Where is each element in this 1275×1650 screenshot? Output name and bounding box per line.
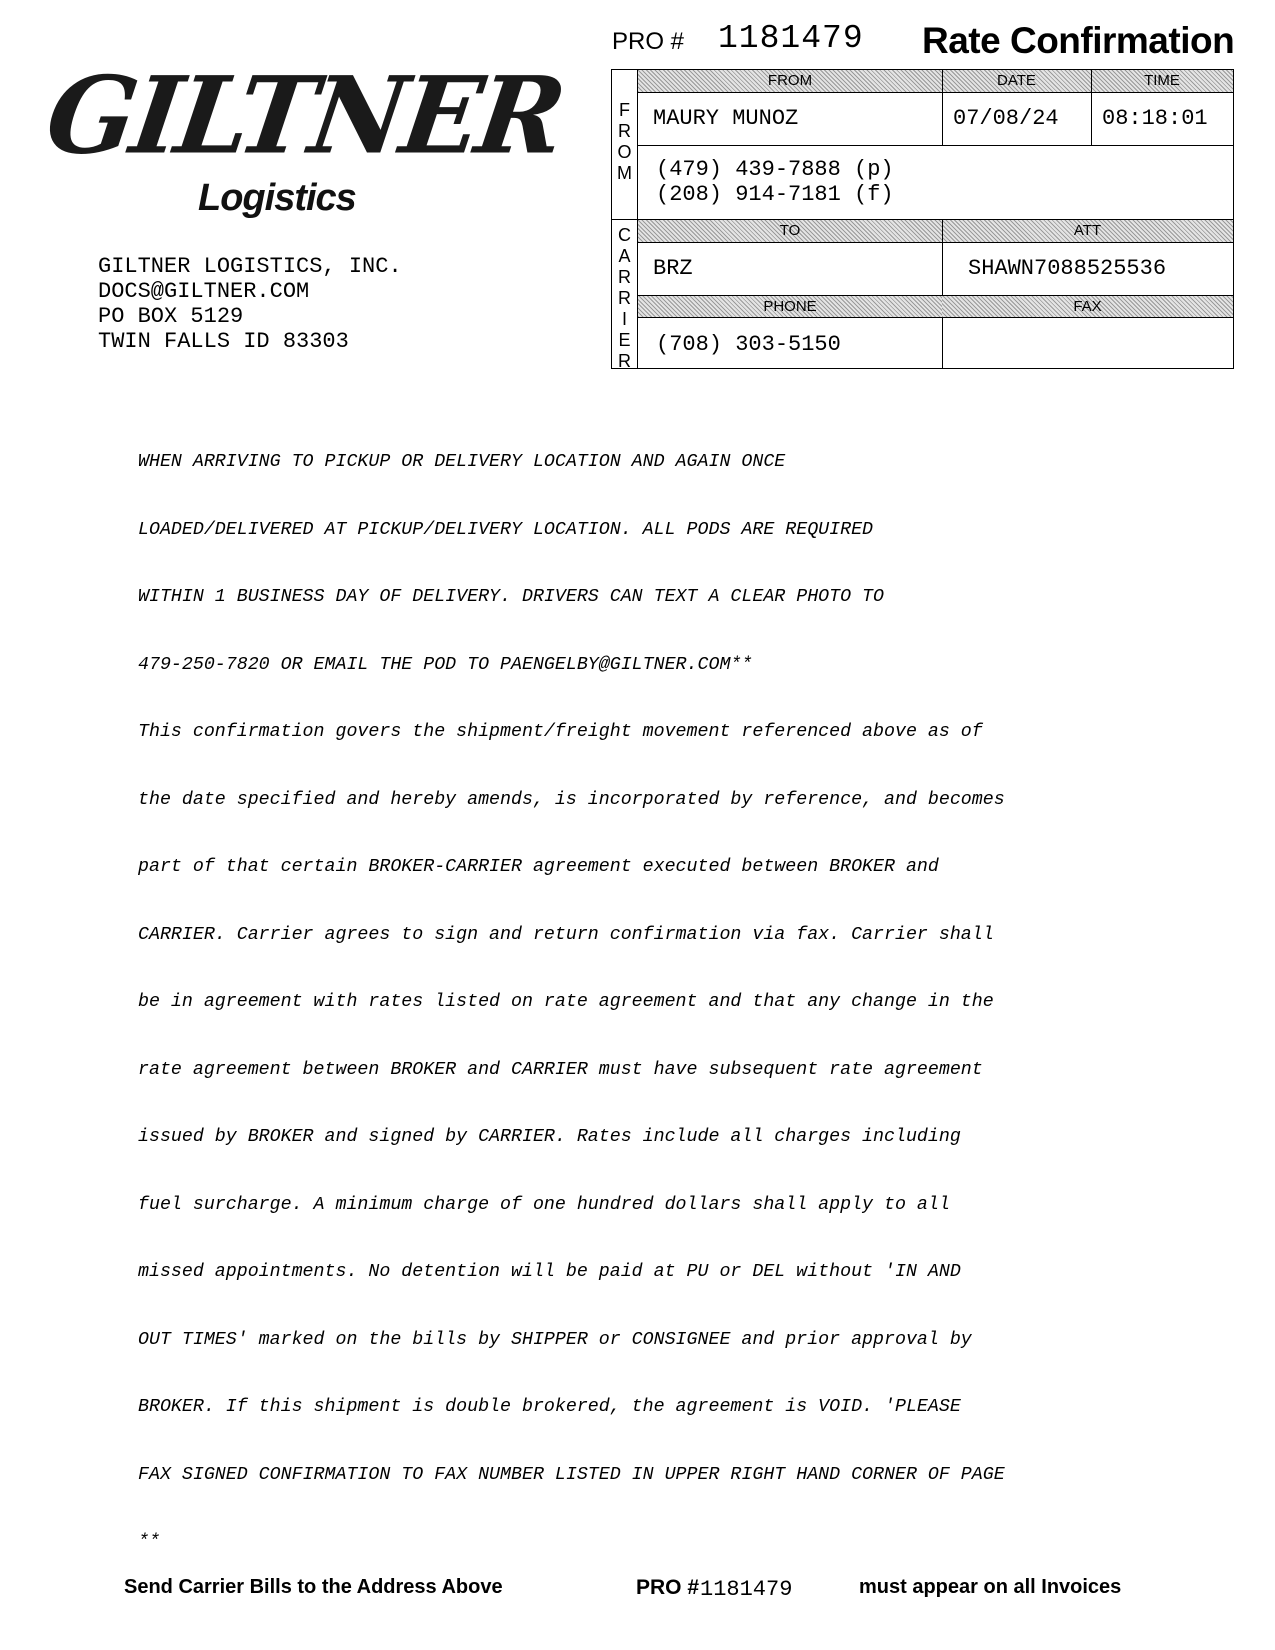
company-name: GILTNER LOGISTICS, INC. — [98, 254, 402, 279]
from-header: FROM — [638, 70, 942, 93]
terms-line: rate agreement between BROKER and CARRIER must have subsequent rate agreement — [138, 1059, 983, 1080]
terms-text — [138, 406, 1138, 1576]
company-city: TWIN FALLS ID 83303 — [98, 329, 349, 354]
to-header: TO — [638, 220, 942, 243]
carrier-to: BRZ — [653, 256, 693, 281]
info-table — [611, 69, 1234, 369]
from-date: 07/08/24 — [953, 106, 1059, 131]
terms-line: issued by BROKER and signed by CARRIER. Rates include all charges including — [138, 1127, 961, 1147]
company-logo — [39, 52, 570, 224]
carrier-side-label: C A R R I E R — [618, 225, 631, 371]
company-email: DOCS@GILTNER.COM — [98, 279, 310, 304]
fax-header: FAX — [942, 295, 1233, 318]
phone-header: PHONE — [638, 295, 942, 318]
page-title: Rate Confirmation — [922, 20, 1235, 61]
from-side-label: F R O M — [617, 100, 632, 183]
terms-line: CARRIER. Carrier agrees to sign and return confirmation via fax. Carrier shall — [138, 924, 994, 945]
date-time-divider — [1091, 70, 1092, 145]
from-date-divider — [942, 70, 943, 145]
terms-line: OUT TIMES' marked on the bills by SHIPPER or CONSIGNEE and prior approval by — [138, 1329, 972, 1350]
company-address-block — [98, 254, 402, 354]
date-header: DATE — [942, 70, 1091, 93]
terms-line: ** — [138, 1532, 160, 1552]
from-time: 08:18:01 — [1102, 106, 1208, 131]
terms-line: LOADED/DELIVERED AT PICKUP/DELIVERY LOCATION. ALL PODS ARE REQUIRED — [138, 519, 874, 540]
terms-line: 479-250-7820 OR EMAIL THE POD TO PAENGELBY@GILTNER.COM** — [138, 654, 753, 675]
logo-wordmark: GILTNER — [39, 52, 570, 179]
terms-line: fuel surcharge. A minimum charge of one hundred dollars shall apply to all — [138, 1194, 950, 1215]
footer-pro-number: 1181479 — [700, 1577, 793, 1602]
logo-subtitle: Logistics — [198, 177, 356, 219]
pro-label: PRO # — [612, 28, 685, 55]
terms-line: This confirmation govers the shipment/freight movement referenced above as of — [138, 722, 983, 742]
from-row-divider — [637, 145, 1234, 146]
terms-line: FAX SIGNED CONFIRMATION TO FAX NUMBER LISTED IN UPPER RIGHT HAND CORNER OF PAGE — [138, 1464, 1005, 1485]
from-fax: (208) 914-7181 (f) — [656, 182, 894, 207]
carrier-phone: (708) 303-5150 — [656, 332, 841, 357]
terms-line: be in agreement with rates listed on rate agreement and that any change in the — [138, 992, 994, 1012]
from-name: MAURY MUNOZ — [653, 106, 799, 131]
pro-number: 1181479 — [718, 20, 864, 57]
company-po-box: PO BOX 5129 — [98, 304, 244, 329]
from-phone: (479) 439-7888 (p) — [656, 157, 894, 182]
terms-line: the date specified and hereby amends, is incorporated by reference, and becomes — [138, 789, 1005, 810]
terms-line: part of that certain BROKER-CARRIER agreement executed between BROKER and — [138, 857, 939, 877]
footer-send-bills: Send Carrier Bills to the Address Above — [124, 1576, 503, 1598]
footer-pro-label: PRO # — [636, 1576, 700, 1599]
time-header: TIME — [1091, 70, 1233, 93]
carrier-column-divider — [942, 220, 943, 368]
carrier-att: SHAWN7088525536 — [968, 256, 1167, 281]
footer-invoice-note: must appear on all Invoices — [859, 1576, 1122, 1598]
terms-line: missed appointments. No detention will be paid at PU or DEL without 'IN AND — [138, 1262, 961, 1282]
att-header: ATT — [942, 220, 1233, 243]
terms-line: BROKER. If this shipment is double brokered, the agreement is VOID. 'PLEASE — [138, 1397, 961, 1417]
terms-line: WITHIN 1 BUSINESS DAY OF DELIVERY. DRIVERS CAN TEXT A CLEAR PHOTO TO — [138, 587, 884, 607]
terms-line: WHEN ARRIVING TO PICKUP OR DELIVERY LOCATION AND AGAIN ONCE — [138, 452, 786, 472]
